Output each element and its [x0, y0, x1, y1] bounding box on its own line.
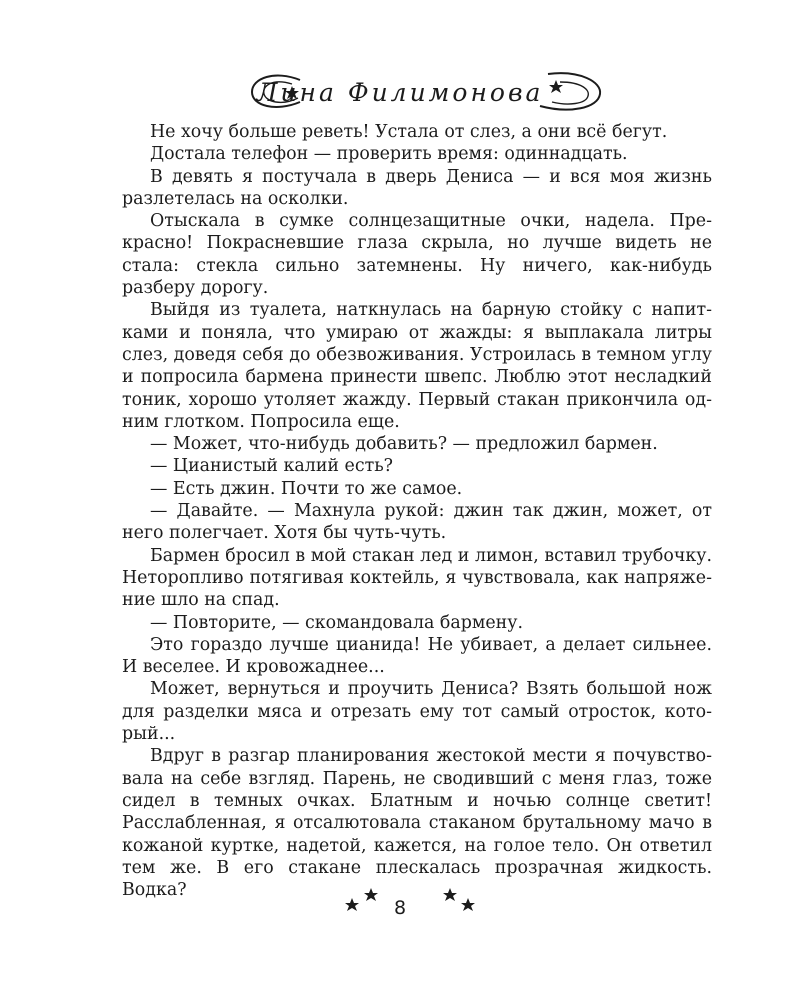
paragraph: Не хочу больше реветь! Устала от слез, а они всё бегут.	[150, 122, 668, 142]
paragraph: — Цианистый калий есть?	[150, 456, 393, 477]
author-name: Лина Филимонова	[256, 78, 544, 107]
paragraph: — Может, что-нибудь добавить? — предложил бармен.	[150, 434, 658, 455]
paragraph: Выйдя из туалета, наткнулась на барную стойку с напитками и поняла, что умираю от жажды: я выплакала литры слез, доведя себя до обезвоживания. Устроилась в темном углу и попросила бармена принести швепс. Люблю этот несладкий тоник, хорошо утоляет жажду. Первый стакан прикончила одним глотком. Попросила еще.	[122, 300, 712, 432]
paragraph: Отыскала в сумке солнцезащитные очки, надела. Прекрасно! Покрасневшие глаза скрыла, но лучше видеть не стала: стекла сильно затемнены. Ну ничего, как-нибудь разберу дорогу.	[122, 211, 712, 299]
running-header	[0, 62, 800, 122]
paragraph: Вдруг в разгар планирования жестокой мести я почувствовала на себе взгляд. Парень, не сводивший с меня глаз, тоже сидел в темных очках. Блатным и ночью солнце светит! Расслабленная, я отсалютовала стаканом брутальному мачо в кожаной куртке, надетой, кажется, на голое тело. Он ответил тем же. В его стакане плескалась прозрачная жидкость. Водка?	[122, 746, 712, 901]
body-text	[122, 121, 712, 901]
paragraph: В девять я постучала в дверь Дениса — и вся моя жизнь разлетелась на осколки.	[122, 166, 712, 209]
paragraph: — Есть джин. Почти то же самое.	[150, 478, 463, 499]
paragraph: — Повторите, — скомандовала бармену.	[150, 612, 524, 633]
paragraph: Бармен бросил в мой стакан лед и лимон, вставил трубочку. Неторопливо потягивая коктейль, я чувствовала, как напряжение шло на спад.	[122, 545, 712, 611]
page-footer	[0, 888, 800, 928]
paragraph: Это гораздо лучше цианида! Не убивает, а делает сильнее. И веселее. И кровожаднее...	[122, 634, 712, 678]
paragraph: Может, вернуться и проучить Дениса? Взять большой нож для разделки мяса и отрезать ему тот самый отросток, который...	[122, 679, 712, 745]
paragraph: — Давайте. — Махнула рукой: джин так джин, может, от него полегчает. Хотя бы чуть-чуть.	[122, 501, 712, 544]
paragraph: Достала телефон — проверить время: одиннадцать.	[150, 144, 628, 165]
page-number: 8	[393, 897, 407, 919]
